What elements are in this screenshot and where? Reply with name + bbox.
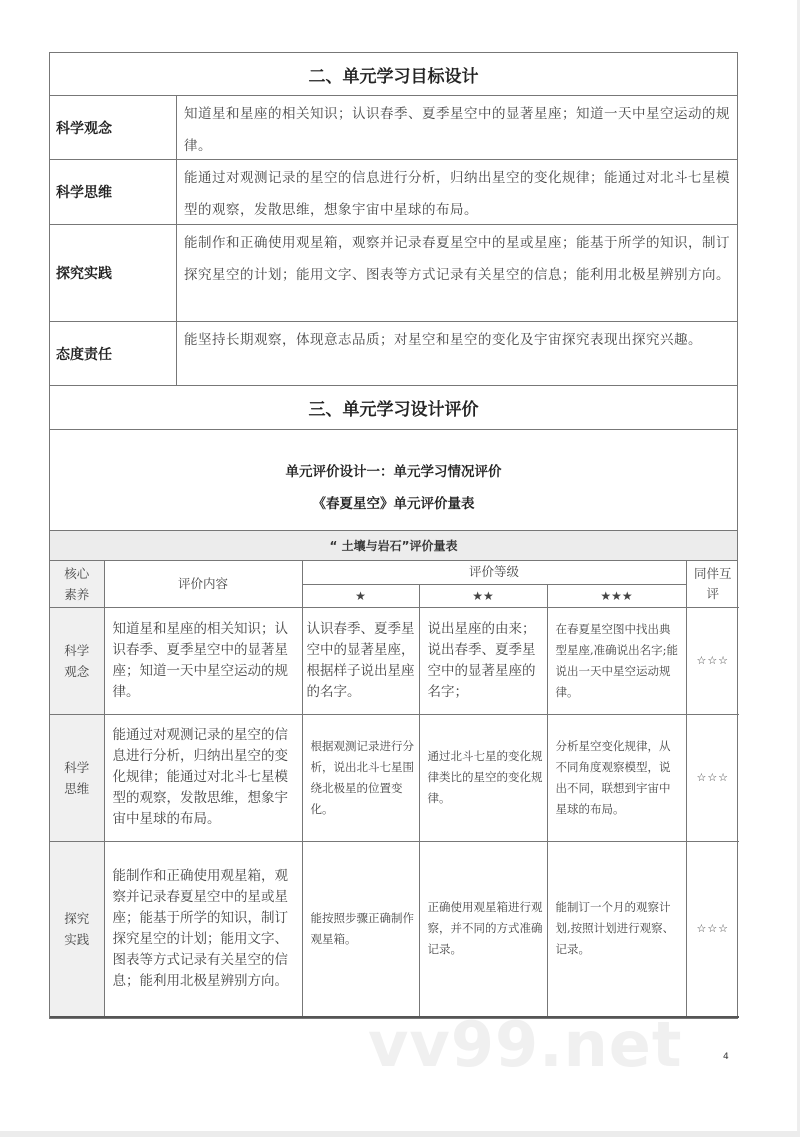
header-star2: ★★ — [419, 584, 547, 607]
header-level: 评价等级 — [302, 561, 686, 584]
row-level1: 认识春季、夏季星空中的显著星座，根据样子说出星座的名字。 — [302, 607, 419, 714]
header-star1: ★ — [302, 584, 419, 607]
section3-title-text: 三、单元学习设计评价 — [308, 400, 479, 420]
row-level3: 在春夏星空图中找出典型星座,准确说出名字;能说出一天中星空运动规律。 — [547, 607, 686, 714]
section2-title — [50, 53, 737, 96]
goal-text: 能坚持长期观察，体现意志品质；对星空和星空的变化及宇宙探究表现出探究兴趣。 — [184, 332, 702, 348]
row-level3: 分析星空变化规律，从不同角度观察模型，说出不同，联想到宇宙中星球的布局。 — [547, 714, 686, 841]
goal-text: 知道星和星座的相关知识；认识春季、夏季星空中的显著星座；知道一天中星空运动的规律。 — [184, 106, 730, 154]
row-level2: 正确使用观星箱进行观察，并不同的方式准确记录。 — [419, 841, 547, 1017]
row-core: 探究实践 — [50, 841, 104, 1017]
evaluation-heading — [50, 430, 737, 531]
row-peer[interactable]: ☆☆☆ — [686, 714, 739, 841]
rubric-table — [50, 561, 739, 1018]
goal-label: 科学思维 — [50, 160, 177, 224]
row-level2: 说出星座的由来；说出春季、夏季星空中的显著星座的名字； — [419, 607, 547, 714]
section3-title — [50, 386, 737, 430]
row-peer[interactable]: ☆☆☆ — [686, 841, 739, 1017]
rubric-title-text: “ 土壤与岩石”评价量表 — [329, 539, 458, 553]
rubric-title — [50, 531, 737, 561]
row-core: 科学思维 — [50, 714, 104, 841]
goal-row — [50, 96, 737, 160]
goal-label: 态度责任 — [50, 322, 177, 385]
rubric-row — [50, 841, 739, 1017]
goal-row — [50, 322, 737, 386]
page-number: 4 — [723, 1052, 729, 1062]
row-content: 能通过对观测记录的星空的信息进行分析，归纳出星空的变化规律；能通过对北斗七星模型的观察，发散思维，想象宇宙中星球的布局。 — [104, 714, 302, 841]
eval-design-title: 单元评价设计一：单元学习情况评价 — [285, 464, 502, 480]
row-content: 知道星和星座的相关知识；认识春季、夏季星空中的显著星座；知道一天中星空运动的规律。 — [104, 607, 302, 714]
goal-text: 能通过对观测记录的星空的信息进行分析，归纳出星空的变化规律；能通过对北斗七星模型的观察，发散思维，想象宇宙中星球的布局。 — [184, 170, 730, 218]
row-level2: 通过北斗七星的变化规律类比的星空的变化规律。 — [419, 714, 547, 841]
goal-text: 能制作和正确使用观星箱，观察并记录春夏星空中的星或星座；能基于所学的知识，制订探究星空的计划；能用文字、图表等方式记录有关星空的信息；能利用北极星辨别方向。 — [184, 235, 730, 283]
row-content: 能制作和正确使用观星箱，观察并记录春夏星空中的星或星座；能基于所学的知识，制订探究星空的计划；能用文字、图表等方式记录有关星空的信息；能利用北极星辨别方向。 — [104, 841, 302, 1017]
document-table — [49, 52, 738, 1019]
scale-title: 《春夏星空》单元评价量表 — [312, 496, 475, 512]
rubric-header-row — [50, 561, 739, 584]
page-edge — [0, 1131, 800, 1137]
row-core: 科学观念 — [50, 607, 104, 714]
goal-row — [50, 160, 737, 225]
header-star3: ★★★ — [547, 584, 686, 607]
row-peer[interactable]: ☆☆☆ — [686, 607, 739, 714]
watermark: vv99.net — [368, 1008, 683, 1081]
goal-row — [50, 225, 737, 322]
row-level1: 能按照步骤正确制作观星箱。 — [302, 841, 419, 1017]
header-content: 评价内容 — [104, 561, 302, 607]
header-core: 核心素养 — [50, 561, 104, 607]
header-peer: 同伴互评 — [686, 561, 739, 607]
rubric-row — [50, 607, 739, 714]
section2-title-text: 二、单元学习目标设计 — [308, 66, 479, 87]
rubric-row — [50, 714, 739, 841]
goal-label: 科学观念 — [50, 96, 177, 159]
row-level1: 根据观测记录进行分析，说出北斗七星围绕北极星的位置变化。 — [302, 714, 419, 841]
goal-label: 探究实践 — [50, 225, 177, 321]
row-level3: 能制订一个月的观察计划,按照计划进行观察、记录。 — [547, 841, 686, 1017]
